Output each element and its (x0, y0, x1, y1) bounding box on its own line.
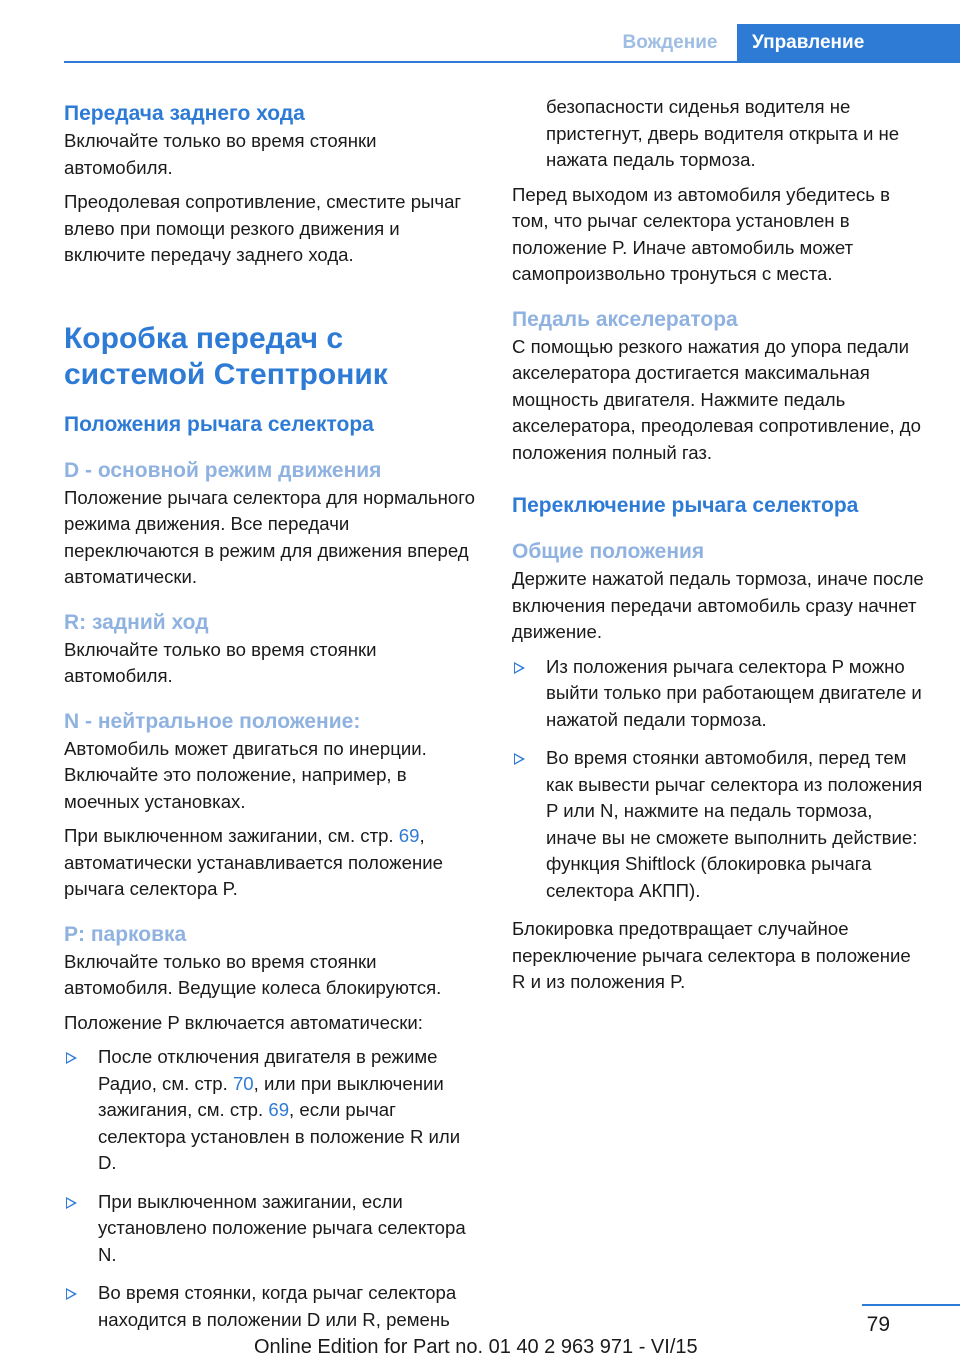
steptronic-title: Коробка передач с системой Стептроник (64, 321, 388, 391)
page-number: 79 (866, 1313, 890, 1336)
n-heading: N - нейтральное положение: (64, 709, 361, 733)
general-text: Держите нажатой педаль тормоза, иначе после включения передачи автомобиль сразу начнет движение. (512, 568, 924, 642)
p-text: Включайте только во время стоянки автомобиля. Ведущие колеса блокируются. (64, 950, 442, 998)
p-auto-list (64, 1044, 480, 1333)
left-column (64, 100, 480, 1345)
positions-heading: Положения рычага селектора (64, 412, 374, 436)
reverse-text-2: Преодолевая сопротивление, сместите рычаг влево при помощи резкого движения и включите передачу заднего хода. (64, 191, 462, 265)
triangle-bullet-icon (514, 662, 525, 674)
tab-controls[interactable]: Управление (737, 24, 960, 61)
page-ref-69[interactable]: 69 (398, 825, 420, 846)
triangle-bullet-icon (514, 753, 525, 765)
list-item: При выключенном зажигании, если установлено положение рычага селектора N. (64, 1189, 480, 1269)
n-text-2: При выключенном зажигании, см. стр. 69, автоматически устанавливается положение рычага селектора P. (64, 825, 443, 899)
pedal-text: С помощью резкого нажатия до упора педали акселератора достигается максимальная мощность двигателя. Нажмите педаль акселератора, преодолевая сопротивление, до положения полный газ. (512, 335, 921, 463)
general-heading: Общие положения (512, 540, 705, 563)
reverse-heading: Передача заднего хода (64, 102, 305, 125)
d-heading: D - основной режим движения (64, 458, 382, 482)
edition-footer: Online Edition for Part no. 01 40 2 963 971 - VI/15 (254, 1336, 698, 1358)
triangle-bullet-icon (66, 1288, 77, 1300)
general-list (512, 654, 928, 905)
triangle-bullet-icon (66, 1052, 77, 1064)
list-item: Во время стоянки, когда рычаг селектора находится в положении D или R, ремень (64, 1280, 480, 1333)
list-item: Из положения рычага селектора P можно выйти только при работающем двигателе и нажатой педали тормоза. (512, 654, 928, 734)
switch-heading: Переключение рычага селектора (512, 494, 859, 517)
page-ref-69[interactable]: 69 (268, 1099, 290, 1120)
list-item-continuation: безопасности сиденья водителя не пристегнут, дверь водителя открыта и не нажата педаль тормоза. (546, 96, 900, 170)
reverse-text-1: Включайте только во время стоянки автомобиля. (64, 130, 377, 178)
r-heading: R: задний ход (64, 610, 209, 634)
n-text: Автомобиль может двигаться по инерции. Включайте это положение, например, в моечных установках. (64, 737, 427, 812)
list-item: Во время стоянки автомобиля, перед тем как вывести рычаг селектора из положения P или N, нажмите на педаль тормоза, иначе вы не сможете выполнить действие: функция Shiftlock (блокировка рычага селектора АКПП). (512, 745, 928, 904)
pedal-heading: Педаль акселератора (512, 307, 738, 331)
footer-rule (862, 1304, 960, 1306)
list-item: После отключения двигателя в режиме Радио, см. стр. 70, или при выключении зажигания, см. стр. 69, если рычаг селектора установлен в положение R или D. (64, 1044, 480, 1177)
page-ref-70[interactable]: 70 (232, 1072, 254, 1094)
d-text: Положение рычага селектора для нормального режима движения. Все передачи переключаются в режим для движения вперед автоматически. (64, 486, 475, 587)
p-heading: P: парковка (64, 922, 187, 946)
tab-driving[interactable]: Вождение (622, 32, 718, 53)
triangle-bullet-icon (66, 1197, 77, 1209)
right-column (512, 94, 928, 1004)
lock-text: Блокировка предотвращает случайное переключение рычага селектора в положение R и из положения P. (512, 918, 911, 992)
exit-text: Перед выходом из автомобиля убедитесь в том, что рычаг селектора установлен в положение P. Иначе автомобиль может самопроизвольно тронуться с места. (512, 183, 890, 284)
header-rule (64, 61, 960, 63)
p-auto-text: Положение P включается автоматически: (64, 1011, 423, 1033)
r-text: Включайте только во время стоянки автомобиля. (64, 638, 377, 686)
